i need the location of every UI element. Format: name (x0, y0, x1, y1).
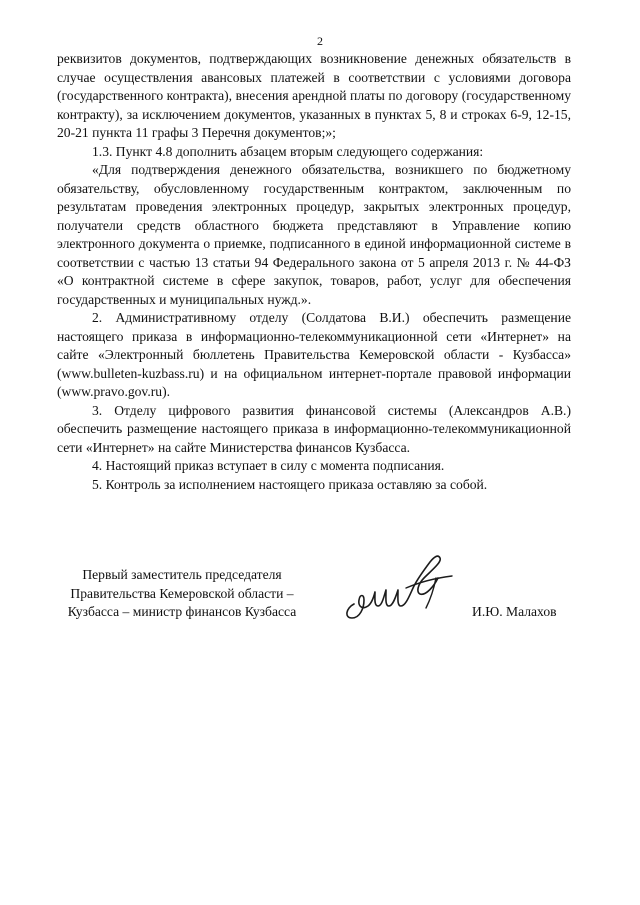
signer-name: И.Ю. Малахов (472, 604, 557, 619)
paragraph-item-4: 4. Настоящий приказ вступает в силу с момента подписания. (92, 458, 445, 473)
document-body (57, 50, 571, 494)
paragraph-continuation: реквизитов документов, подтверждающих возникновение денежных обязательств в случае осуществления авансовых платежей в соответствии с условиями договора (государственного контракта), внесения арендной платы по договору (государственному контракту), за исключением документов, указанных в пунктах 5, 8 и строках 6-9, 12-15, 20-21 пункта 11 графы 3 Перечня документов;»; (57, 51, 571, 140)
signer-position (57, 566, 307, 622)
paragraph-item-1-3: 1.3. Пункт 4.8 дополнить абзацем вторым следующего содержания: (92, 143, 484, 159)
signer-position-line: Первый заместитель председателя (82, 567, 282, 582)
paragraph-item-3: 3. Отделу цифрового развития финансовой системы (Александров А.В.) обеспечить размещение настоящего приказа в информационно-телекоммуникационной сети «Интернет» на сайте Министерства финансов Кузбасса. (57, 402, 571, 455)
page-number: 2 (317, 34, 323, 48)
paragraph-item-1-3-quote: «Для подтверждения денежного обязательства, возникшего по бюджетному обязательству, обусловленному государственным контрактом, заключенным по результатам проведения электронных процедур, закрытых электронных процедур, получатели средств областного бюджета представляют в Управление копию электронного документа о приемке, подписанного в единой информационной системе в соответствии с частью 13 статьи 94 Федерального закона от 5 апреля 2013 г. № 44-ФЗ «О контрактной системе в сфере закупок, товаров, работ, услуг для обеспечения государственных и муниципальных нужд.». (57, 162, 571, 307)
signer-position-line: Правительства Кемеровской области – (70, 585, 294, 601)
paragraph-item-5: 5. Контроль за исполнением настоящего приказа оставляю за собой. (92, 476, 488, 492)
signer-position-line: Кузбасса – министр финансов Кузбасса (67, 604, 297, 619)
handwritten-signature (340, 548, 470, 628)
paragraph-item-2: 2. Административному отделу (Солдатова В.И.) обеспечить размещение настоящего приказа в информационно-телекоммуникационной сети «Интернет» на сайте «Электронный бюллетень Правительства Кемеровской области - Кузбасса» (www.bulleten-kuzbass.ru) и на официальном интернет-портале правовой информации (www.pravo.gov.ru). (57, 310, 571, 399)
